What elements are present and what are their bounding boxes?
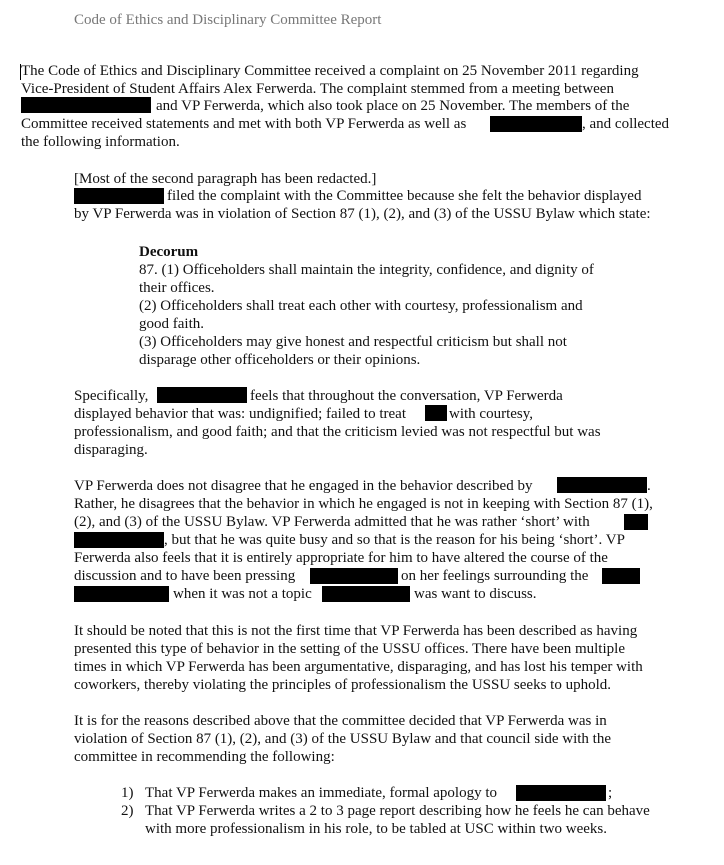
p1-line4b: , and collected [582,116,670,132]
decorum-line4: good faith. [139,316,204,332]
p2-line3: by VP Ferwerda was in violation of Section 87 (1), (2), and (3) of the USSU Bylaw which state: [74,206,651,222]
p4-line4: , but that he was quite busy and so that is the reason for his being ‘short’. VP [164,532,625,548]
redaction [322,586,410,602]
decorum-line5: (3) Officeholders may give honest and respectful criticism but shall not [139,334,567,350]
p4-line3: (2), and (3) of the USSU Bylaw. VP Ferwerda admitted that he was rather ‘short’ with [74,514,590,530]
p4-line5: Ferwerda also feels that it is entirely appropriate for him to have altered the course of the [74,550,608,566]
redaction [624,514,648,530]
p3-line3: professionalism, and good faith; and that the criticism levied was not respectful but was [74,424,601,440]
redaction [310,568,398,584]
p6-line1: It is for the reasons described above that the committee decided that VP Ferwerda was in [74,713,607,729]
redaction [21,97,151,113]
decorum-line2: their offices. [139,280,215,296]
p5-line1: It should be noted that this is not the first time that VP Ferwerda has been described as having [74,623,638,639]
p1-line1: The Code of Ethics and Disciplinary Committee received a complaint on 25 November 2011 regarding [21,63,639,79]
p1-line2: Vice-President of Student Affairs Alex Ferwerda. The complaint stemmed from a meeting between [21,81,614,97]
p4-line2: Rather, he disagrees that the behavior in which he engaged is not in keeping with Section 87 (1), [74,496,653,512]
p3-line2a: displayed behavior that was: undignified; failed to treat [74,406,406,422]
p4-line6a: discussion and to have been pressing [74,568,296,584]
redaction [74,188,164,204]
page-header: Code of Ethics and Disciplinary Committee Report [74,12,382,28]
list-item-1-end: ; [608,785,613,801]
p5-line4: coworkers, thereby violating the principles of professionalism the USSU seeks to uphold. [74,677,611,693]
p3-line1a: Specifically, [74,388,149,404]
p2-line1: [Most of the second paragraph has been redacted.] [74,171,377,187]
redaction [425,405,447,421]
redaction [74,532,164,548]
p5-line3: times in which VP Ferwerda has been argumentative, disparaging, and has lost his temper with [74,659,643,675]
list-item-1: That VP Ferwerda makes an immediate, formal apology to [145,785,497,801]
redaction [157,387,247,403]
decorum-line3: (2) Officeholders shall treat each other with courtesy, professionalism and [139,298,583,314]
decorum-line1: 87. (1) Officeholders shall maintain the integrity, confidence, and dignity of [139,262,594,278]
decorum-heading: Decorum [139,244,199,260]
p6-line2: violation of Section 87 (1), (2), and (3) of the USSU Bylaw and that council side with the [74,731,611,747]
decorum-line6: disparage other officeholders or their opinions. [139,352,421,368]
redaction [74,586,169,602]
p3-line1b: feels that throughout the conversation, VP Ferwerda [250,388,563,404]
redaction [602,568,640,584]
p6-line3: committee in recommending the following: [74,749,335,765]
list-item-2: That VP Ferwerda writes a 2 to 3 page report describing how he feels he can behave [145,803,650,819]
p1-line4a: Committee received statements and met with both VP Ferwerda as well as [21,116,467,132]
p2-line2: filed the complaint with the Committee because she felt the behavior displayed [167,188,642,204]
p4-line7b: was want to discuss. [414,586,537,602]
list-item-2-cont: with more professionalism in his role, to be tabled at USC within two weeks. [145,821,608,837]
p4-line6b: on her feelings surrounding the [401,568,589,584]
redaction [557,477,647,493]
list-number-2: 2) [121,803,134,819]
redaction [516,785,606,801]
p3-line4: disparaging. [74,442,148,458]
redaction [490,116,582,132]
p4-line1b: . [647,478,651,494]
p5-line2: presented this type of behavior in the setting of the USSU offices. There have been multiple [74,641,625,657]
p1-line3: and VP Ferwerda, which also took place on 25 November. The members of the [156,98,630,114]
list-number-1: 1) [121,785,134,801]
p3-line2b: with courtesy, [449,406,534,422]
p4-line7a: when it was not a topic [173,586,312,602]
p4-line1a: VP Ferwerda does not disagree that he engaged in the behavior described by [74,478,533,494]
p1-line5: the following information. [21,134,180,150]
